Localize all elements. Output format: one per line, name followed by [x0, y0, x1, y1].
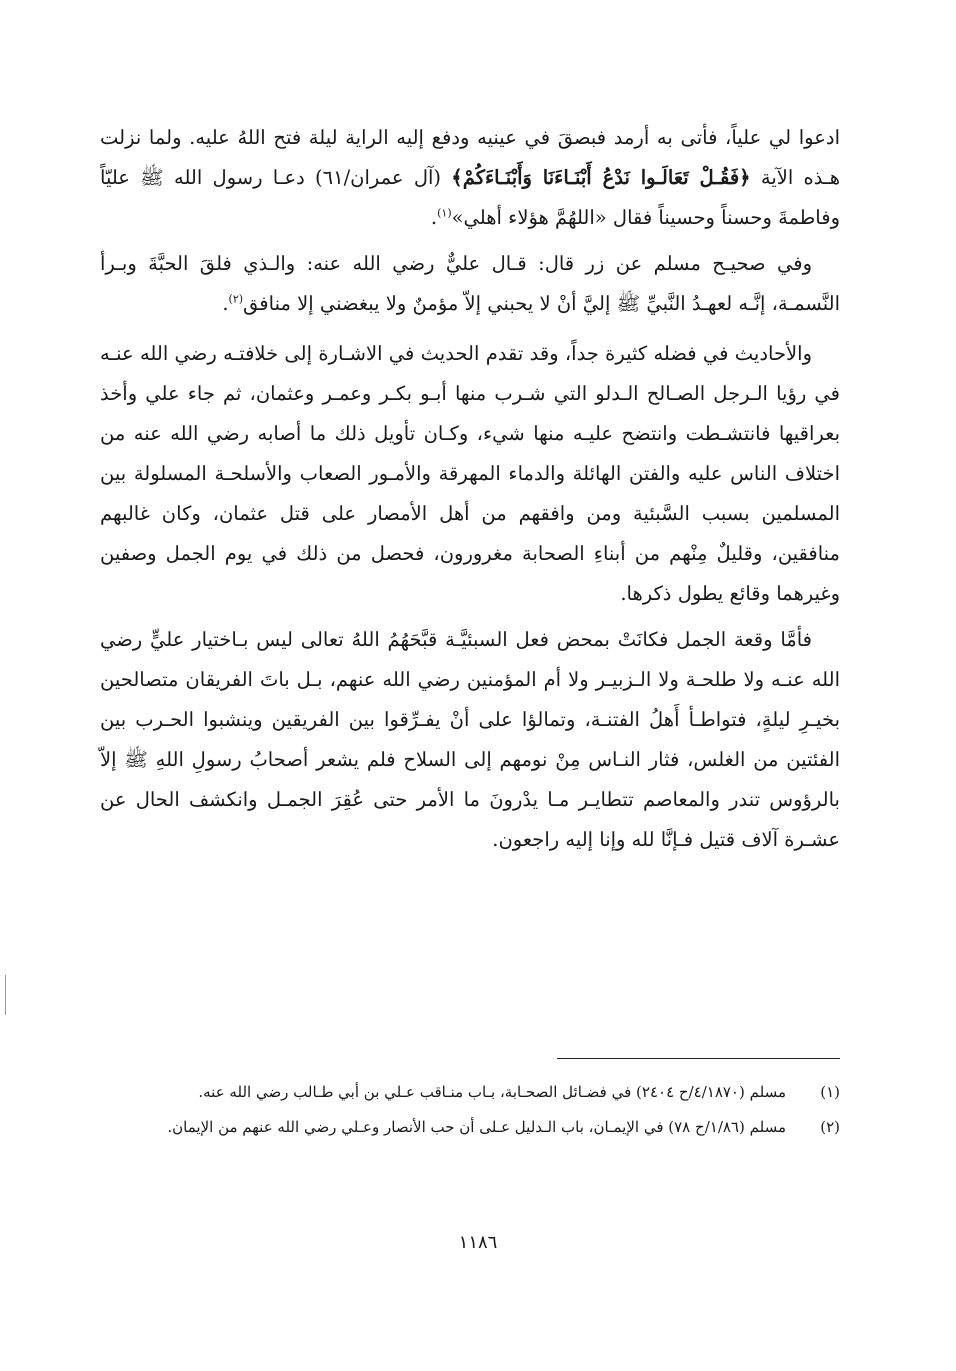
- main-text: [100, 118, 840, 860]
- paragraph-1-after: (آل عمران/٦١) دعـا رسول الله ﷺ عليّاً وفاطمةَ وحسناً وحسيناً فقال «اللهُمَّ هؤلاء أهلي»: [100, 166, 840, 229]
- footnote-1: [100, 1078, 840, 1107]
- paragraph-2-end: .: [222, 292, 229, 315]
- paragraph-2-text: وفي صحيـح مسلم عن زر قال: قـال عليٌّ رضي الله عنه: والـذي فلقَ الحبَّةَ وبـرأ النَّسمـة، إنَّـه لعهـدُ النَّبيِّ ﷺ إليَّ أنْ لا يحبني إلاّ مؤمنٌ ولا يبغضني إلا منافق: [100, 252, 840, 315]
- scan-margin-mark: [5, 975, 6, 1015]
- quran-verse: ﴿فَقُـلْ تَعَالَـوا نَدْعُ أَبْنَـاءَنَا وَأَبْنَـاءَكُمْ﴾: [451, 166, 751, 189]
- footnote-2-number: (٢): [820, 1118, 840, 1136]
- paragraph-1-before: ادعوا لي علياً، فأتى به أرمد فبصقَ في عينيه ودفع إليه الراية ليلة فتح اللهُ عليه. ولما نزلت هـذه الآية: [100, 126, 841, 189]
- footnote-ref-1[interactable]: (١): [437, 206, 452, 220]
- paragraph-1-end: .: [430, 206, 438, 229]
- paragraph-2: [100, 244, 840, 324]
- paragraph-3: والأحاديث في فضله كثيرة جداً، وقد تقدم الحديث في الاشـارة إلى خلافتـه رضي الله عنـه في رؤيا الـرجل الصـالح الـدلو التي شـرب منها أبـو بكـر وعمـر وعثمان، ثم جاء علي وأخذ بعراقيها فانتشـطت وانتضح عليـه منها شيء، وكـان تأويل ذلك ما أصابه رضي الله عنه من اختلاف الناس عليه والفتن الهائلة والدماء المهرقة والأمـور الصعاب والأسلحـة المسلولة بين المسلمين بسبب السَّبئية ومن وافقهم من أهل الأمصار على قتل عثمان، وكان غالبهم منافقين، وقليلٌ مِنْهم من أبناءِ الصحابة مغرورون، فحصل من ذلك في يوم الجمل وصفين وغيرهما وقائع يطول ذكرها.: [100, 342, 840, 605]
- paragraph-4: فأمَّا وقعة الجمل فكانَتْ بمحض فعل السبئيَّـة قبَّحَهُمُ اللهُ تعالى ليس بـاختيار عليٍّ رضي الله عنـه ولا طلحـة ولا الـزبيـر ولا أم المؤمنين رضي الله عنهم، بـل باتَ الفريقان متصالحين بخيـرِ ليلةٍ، فتواطـأ أَهلُ الفتنـة، وتمالؤا على أنْ يفـرِّقوا بين الفريقين وينشبوا الحـرب بين الفئتين من الغلس، فثار النـاس مِنْ نومهم إلى السلاح فلم يشعر أصحابُ رسولِ اللهِ ﷺ إلاّ بالرؤوس تندر والمعاصم تتطايـر مـا يدْرونَ ما الأمر حتى عُقِرَ الجمـل وانكشف الحال عن عشـرة آلاف قتيل فـإنَّا لله وإنا إليه راجعون.: [100, 628, 840, 851]
- footnotes: [100, 1078, 840, 1148]
- footnote-separator: [557, 1058, 840, 1059]
- footnote-1-number: (١): [820, 1083, 840, 1101]
- footnote-ref-2[interactable]: (٢): [228, 292, 244, 306]
- footnote-2-text: مسلم (١/٨٦/ح ٧٨) في الإيمـان، باب الـدليل عـلى أن حب الأنصار وعـلي رضي الله عنهم من الإيمان.: [167, 1118, 786, 1136]
- footnote-2: [100, 1113, 840, 1142]
- footnote-1-text: مسلم (٤/١٨٧٠/ح ٢٤٠٤) في فضـائل الصحـابة، بـاب منـاقب عـلي بن أبي طـالب رضي الله عنه.: [198, 1083, 786, 1101]
- page-number: ١١٨٦: [458, 1232, 498, 1253]
- paragraph-1: [100, 118, 840, 238]
